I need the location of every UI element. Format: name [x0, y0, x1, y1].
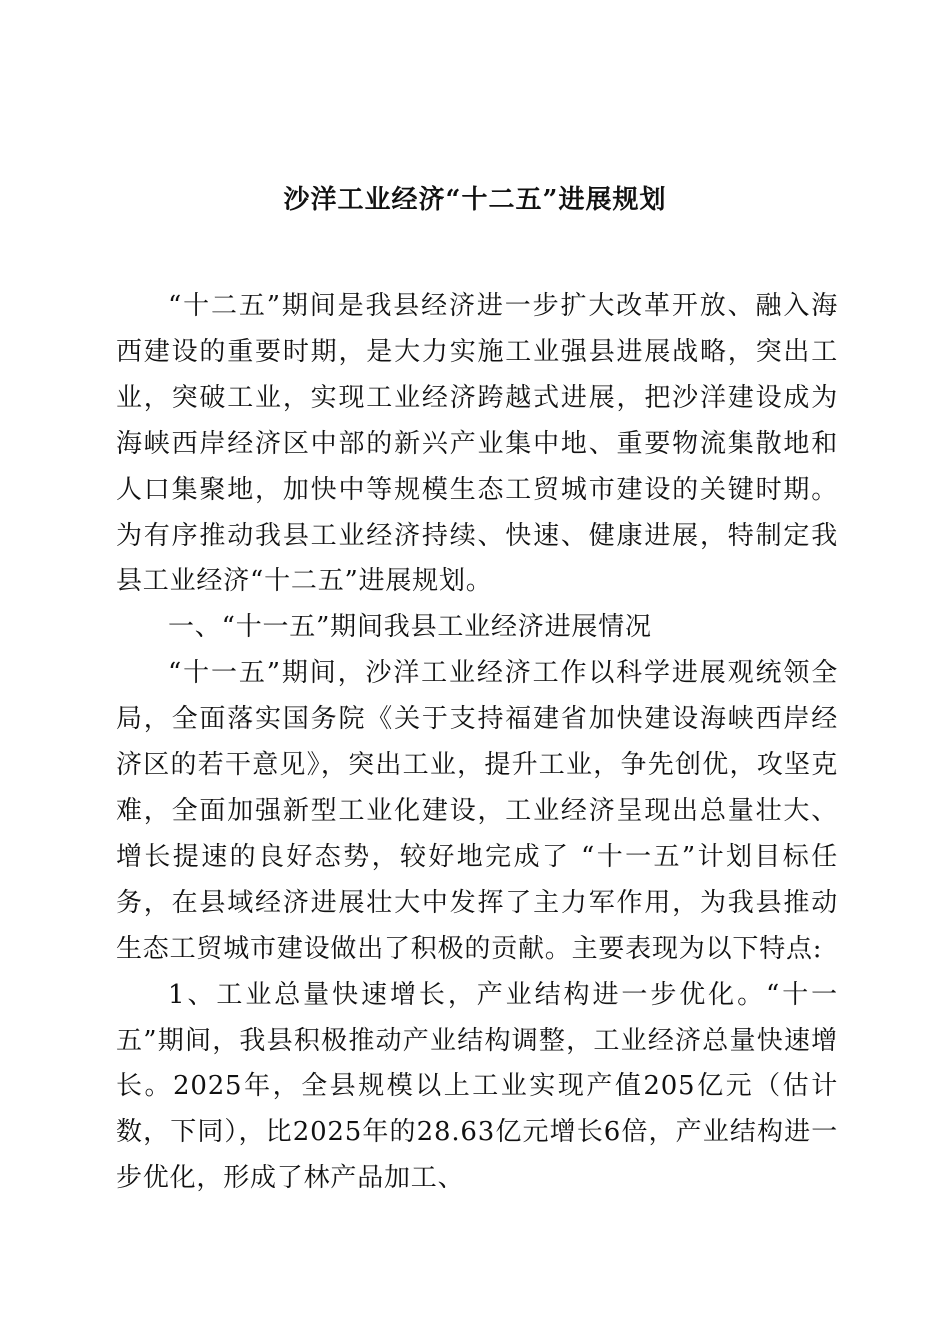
paragraph-intro: “十二五”期间是我县经济进一步扩大改革开放、融入海西建设的重要时期，是大力实施工业强县进展战略，突出工业，突破工业，实现工业经济跨越式进展，把沙洋建设成为海峡西岸经济区中部的新兴产业集中地、重要物流集散地和人口集聚地，加快中等规模生态工贸城市建设的关键时期。为有序推动我县工业经济持续、快速、健康进展，特制定我县工业经济“十二五”进展规划。 [116, 291, 838, 597]
section-heading-1: 一、“十一五”期间我县工业经济进展情况 [168, 612, 652, 643]
document-title: 沙洋工业经济“十二五”进展规划 [283, 185, 667, 215]
paragraph-point-1: 1、工业总量快速增长，产业结构进一步优化。“十一五”期间，我县积极推动产业结构调整，工业经济总量快速增长。2025年，全县规模以上工业实现产值205亿元（估计数，下同），比2025年的28.63亿元增长6倍，产业结构进一步优化，形成了林产品加工、 [116, 979, 838, 1194]
document-body [116, 284, 838, 1202]
paragraph-overview: “十一五”期间，沙洋工业经济工作以科学进展观统领全局，全面落实国务院《关于支持福建省加快建设海峡西岸经济区的若干意见》，突出工业，提升工业，争先创优，攻坚克难，全面加强新型工业化建设，工业经济呈现出总量壮大、增长提速的良好态势，较好地完成了 “十一五”计划目标任务，在县域经济进展壮大中发挥了主力军作用，为我县推动生态工贸城市建设做出了积极的贡献。主要表现为以下特点: [116, 658, 838, 964]
